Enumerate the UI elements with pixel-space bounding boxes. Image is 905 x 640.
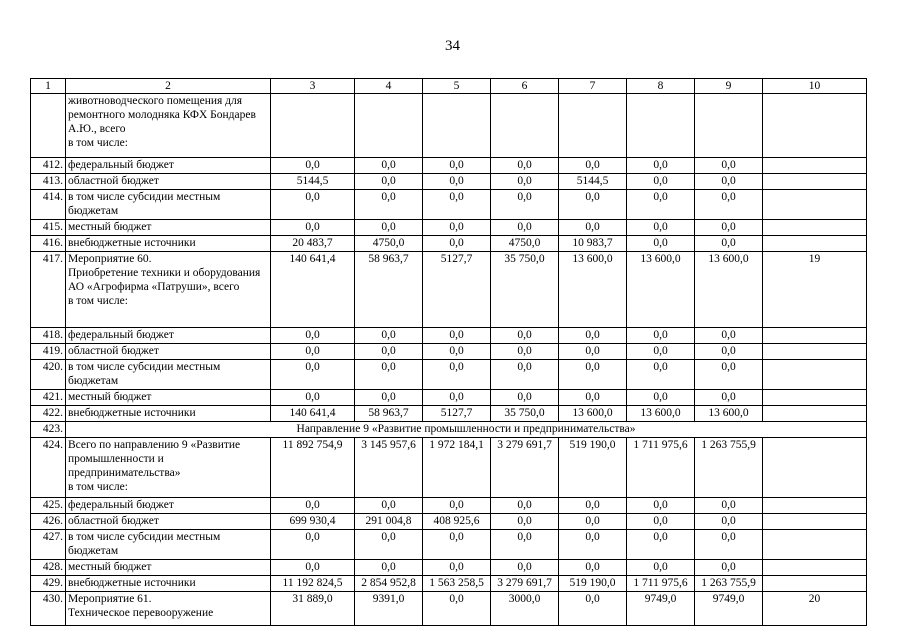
year-2-cell: 0,0: [423, 530, 491, 560]
row-number-cell: 424.: [31, 438, 66, 498]
reference-cell: [763, 576, 867, 592]
year-6-cell: 0,0: [695, 390, 763, 406]
year-3-cell: 0,0: [491, 158, 559, 174]
year-1-cell: 58 963,7: [355, 406, 423, 422]
year-3-cell: 0,0: [491, 190, 559, 220]
year-4-cell: 10 983,7: [559, 236, 627, 252]
year-3-cell: 3 279 691,7: [491, 438, 559, 498]
year-5-cell: 0,0: [627, 236, 695, 252]
year-4-cell: 519 190,0: [559, 576, 627, 592]
row-number-cell: 419.: [31, 344, 66, 360]
year-5-cell: 0,0: [627, 344, 695, 360]
year-5-cell: 0,0: [627, 328, 695, 344]
reference-cell: [763, 220, 867, 236]
total-cell: 699 930,4: [271, 514, 355, 530]
item-name-cell: животноводческого помещения для ремонтного молодняка КФХ Бондарев А.Ю., всего в том числе:: [66, 94, 271, 158]
year-2-cell: 1 972 184,1: [423, 438, 491, 498]
total-cell: 0,0: [271, 158, 355, 174]
row-number-cell: 421.: [31, 390, 66, 406]
year-3-cell: 0,0: [491, 360, 559, 390]
total-cell: 0,0: [271, 344, 355, 360]
year-3-cell: [491, 94, 559, 158]
year-5-cell: 0,0: [627, 390, 695, 406]
year-5-cell: 0,0: [627, 174, 695, 190]
year-6-cell: 0,0: [695, 158, 763, 174]
year-5-cell: 9749,0: [627, 592, 695, 626]
reference-cell: 20: [763, 592, 867, 626]
row-number-cell: 426.: [31, 514, 66, 530]
reference-cell: [763, 360, 867, 390]
year-5-cell: 13 600,0: [627, 406, 695, 422]
row-number-cell: 427.: [31, 530, 66, 560]
year-2-cell: 0,0: [423, 592, 491, 626]
year-1-cell: 0,0: [355, 560, 423, 576]
item-name-cell: в том числе субсидии местным бюджетам: [66, 360, 271, 390]
item-name-cell: местный бюджет: [66, 390, 271, 406]
year-4-cell: 0,0: [559, 360, 627, 390]
table-row: [31, 174, 867, 190]
year-1-cell: 0,0: [355, 328, 423, 344]
row-number-cell: 423.: [31, 422, 66, 438]
item-name-cell: внебюджетные источники: [66, 576, 271, 592]
year-2-cell: 0,0: [423, 328, 491, 344]
year-2-cell: 0,0: [423, 190, 491, 220]
year-1-cell: 0,0: [355, 498, 423, 514]
total-cell: 31 889,0: [271, 592, 355, 626]
year-4-cell: 0,0: [559, 328, 627, 344]
page-number: 34: [445, 38, 460, 54]
year-2-cell: 0,0: [423, 390, 491, 406]
year-5-cell: 1 711 975,6: [627, 576, 695, 592]
row-number-cell: 430.: [31, 592, 66, 626]
year-5-cell: 0,0: [627, 530, 695, 560]
item-name-cell: федеральный бюджет: [66, 328, 271, 344]
year-3-cell: 0,0: [491, 220, 559, 236]
year-3-cell: 0,0: [491, 390, 559, 406]
reference-cell: [763, 514, 867, 530]
table-row: [31, 438, 867, 498]
reference-cell: [763, 390, 867, 406]
year-6-cell: 0,0: [695, 560, 763, 576]
total-cell: 0,0: [271, 530, 355, 560]
year-1-cell: 0,0: [355, 174, 423, 190]
column-header: 2: [66, 79, 271, 94]
reference-cell: [763, 174, 867, 190]
item-name-cell: внебюджетные источники: [66, 236, 271, 252]
year-2-cell: 5127,7: [423, 252, 491, 328]
year-5-cell: 0,0: [627, 498, 695, 514]
year-6-cell: 0,0: [695, 344, 763, 360]
reference-cell: [763, 560, 867, 576]
year-3-cell: 4750,0: [491, 236, 559, 252]
item-name-cell: областной бюджет: [66, 514, 271, 530]
table-row: [31, 498, 867, 514]
column-header: 7: [559, 79, 627, 94]
year-2-cell: [423, 94, 491, 158]
table-row: [31, 190, 867, 220]
year-4-cell: 0,0: [559, 344, 627, 360]
year-4-cell: 13 600,0: [559, 406, 627, 422]
year-2-cell: 0,0: [423, 344, 491, 360]
section-title-cell: Направление 9 «Развитие промышленности и предпринимательства»: [66, 422, 867, 438]
year-5-cell: 13 600,0: [627, 252, 695, 328]
year-4-cell: 0,0: [559, 190, 627, 220]
table-row: [31, 422, 867, 438]
reference-cell: [763, 328, 867, 344]
table-row: [31, 94, 867, 158]
table-row: [31, 220, 867, 236]
table-row: [31, 344, 867, 360]
table-row: [31, 576, 867, 592]
column-header: 10: [763, 79, 867, 94]
year-6-cell: 13 600,0: [695, 252, 763, 328]
year-5-cell: 0,0: [627, 190, 695, 220]
year-3-cell: 0,0: [491, 344, 559, 360]
year-6-cell: 0,0: [695, 514, 763, 530]
column-header: 6: [491, 79, 559, 94]
item-name-cell: Мероприятие 60. Приобретение техники и оборудования АО «Агрофирма «Патруши», всего в том числе:: [66, 252, 271, 328]
year-2-cell: 0,0: [423, 158, 491, 174]
item-name-cell: в том числе субсидии местным бюджетам: [66, 190, 271, 220]
year-2-cell: 0,0: [423, 498, 491, 514]
table-row: [31, 406, 867, 422]
year-1-cell: [355, 94, 423, 158]
year-1-cell: 58 963,7: [355, 252, 423, 328]
table-header-row: [31, 79, 867, 94]
table-row: [31, 592, 867, 626]
year-2-cell: 0,0: [423, 236, 491, 252]
year-4-cell: 0,0: [559, 530, 627, 560]
year-6-cell: 0,0: [695, 220, 763, 236]
total-cell: 20 483,7: [271, 236, 355, 252]
year-2-cell: 408 925,6: [423, 514, 491, 530]
column-header: 5: [423, 79, 491, 94]
year-6-cell: [695, 94, 763, 158]
year-1-cell: 0,0: [355, 190, 423, 220]
total-cell: [271, 94, 355, 158]
year-1-cell: 0,0: [355, 390, 423, 406]
year-5-cell: 0,0: [627, 158, 695, 174]
year-5-cell: 0,0: [627, 560, 695, 576]
row-number-cell: 425.: [31, 498, 66, 514]
year-3-cell: 0,0: [491, 174, 559, 190]
item-name-cell: федеральный бюджет: [66, 498, 271, 514]
column-header: 9: [695, 79, 763, 94]
row-number-cell: 418.: [31, 328, 66, 344]
year-3-cell: 0,0: [491, 530, 559, 560]
year-4-cell: 519 190,0: [559, 438, 627, 498]
table-row: [31, 560, 867, 576]
year-1-cell: 3 145 957,6: [355, 438, 423, 498]
row-number-cell: 428.: [31, 560, 66, 576]
row-number-cell: 414.: [31, 190, 66, 220]
year-3-cell: 3000,0: [491, 592, 559, 626]
item-name-cell: федеральный бюджет: [66, 158, 271, 174]
row-number-cell: [31, 94, 66, 158]
reference-cell: [763, 530, 867, 560]
year-4-cell: [559, 94, 627, 158]
year-2-cell: 0,0: [423, 560, 491, 576]
row-number-cell: 416.: [31, 236, 66, 252]
reference-cell: [763, 236, 867, 252]
table-row: [31, 158, 867, 174]
year-4-cell: 13 600,0: [559, 252, 627, 328]
total-cell: 11 192 824,5: [271, 576, 355, 592]
year-2-cell: 0,0: [423, 220, 491, 236]
item-name-cell: внебюджетные источники: [66, 406, 271, 422]
year-5-cell: 1 711 975,6: [627, 438, 695, 498]
reference-cell: [763, 406, 867, 422]
year-4-cell: 0,0: [559, 592, 627, 626]
reference-cell: 19: [763, 252, 867, 328]
table-row: [31, 514, 867, 530]
year-4-cell: 0,0: [559, 498, 627, 514]
year-4-cell: 0,0: [559, 514, 627, 530]
year-1-cell: 0,0: [355, 158, 423, 174]
reference-cell: [763, 158, 867, 174]
year-2-cell: 5127,7: [423, 406, 491, 422]
year-4-cell: 0,0: [559, 390, 627, 406]
year-6-cell: 1 263 755,9: [695, 438, 763, 498]
total-cell: 0,0: [271, 360, 355, 390]
year-5-cell: [627, 94, 695, 158]
budget-table: [30, 78, 867, 626]
year-6-cell: 0,0: [695, 498, 763, 514]
row-number-cell: 420.: [31, 360, 66, 390]
year-4-cell: 0,0: [559, 158, 627, 174]
year-6-cell: 0,0: [695, 360, 763, 390]
year-5-cell: 0,0: [627, 360, 695, 390]
year-1-cell: 0,0: [355, 530, 423, 560]
year-6-cell: 13 600,0: [695, 406, 763, 422]
column-header: 4: [355, 79, 423, 94]
table-row: [31, 252, 867, 328]
year-2-cell: 0,0: [423, 360, 491, 390]
column-header: 3: [271, 79, 355, 94]
row-number-cell: 429.: [31, 576, 66, 592]
year-6-cell: 0,0: [695, 328, 763, 344]
year-1-cell: 2 854 952,8: [355, 576, 423, 592]
row-number-cell: 412.: [31, 158, 66, 174]
year-4-cell: 0,0: [559, 220, 627, 236]
year-3-cell: 35 750,0: [491, 406, 559, 422]
total-cell: 5144,5: [271, 174, 355, 190]
table-row: [31, 328, 867, 344]
table-row: [31, 236, 867, 252]
year-3-cell: 0,0: [491, 498, 559, 514]
year-3-cell: 3 279 691,7: [491, 576, 559, 592]
row-number-cell: 413.: [31, 174, 66, 190]
year-2-cell: 0,0: [423, 174, 491, 190]
year-1-cell: 0,0: [355, 360, 423, 390]
total-cell: 0,0: [271, 328, 355, 344]
year-6-cell: 9749,0: [695, 592, 763, 626]
reference-cell: [763, 498, 867, 514]
year-6-cell: 1 263 755,9: [695, 576, 763, 592]
table-row: [31, 390, 867, 406]
total-cell: 140 641,4: [271, 406, 355, 422]
table-row: [31, 530, 867, 560]
total-cell: 0,0: [271, 390, 355, 406]
total-cell: 0,0: [271, 220, 355, 236]
year-1-cell: 0,0: [355, 220, 423, 236]
row-number-cell: 422.: [31, 406, 66, 422]
row-number-cell: 415.: [31, 220, 66, 236]
item-name-cell: областной бюджет: [66, 344, 271, 360]
year-1-cell: 0,0: [355, 344, 423, 360]
year-1-cell: 4750,0: [355, 236, 423, 252]
year-1-cell: 291 004,8: [355, 514, 423, 530]
total-cell: 11 892 754,9: [271, 438, 355, 498]
year-5-cell: 0,0: [627, 514, 695, 530]
year-2-cell: 1 563 258,5: [423, 576, 491, 592]
total-cell: 0,0: [271, 190, 355, 220]
year-6-cell: 0,0: [695, 236, 763, 252]
reference-cell: [763, 190, 867, 220]
year-3-cell: 0,0: [491, 514, 559, 530]
year-6-cell: 0,0: [695, 530, 763, 560]
column-header: 8: [627, 79, 695, 94]
reference-cell: [763, 438, 867, 498]
item-name-cell: местный бюджет: [66, 560, 271, 576]
year-3-cell: 0,0: [491, 328, 559, 344]
total-cell: 0,0: [271, 560, 355, 576]
row-number-cell: 417.: [31, 252, 66, 328]
year-5-cell: 0,0: [627, 220, 695, 236]
item-name-cell: областной бюджет: [66, 174, 271, 190]
item-name-cell: местный бюджет: [66, 220, 271, 236]
year-3-cell: 0,0: [491, 560, 559, 576]
year-3-cell: 35 750,0: [491, 252, 559, 328]
reference-cell: [763, 344, 867, 360]
year-4-cell: 0,0: [559, 560, 627, 576]
item-name-cell: в том числе субсидии местным бюджетам: [66, 530, 271, 560]
total-cell: 0,0: [271, 498, 355, 514]
reference-cell: [763, 94, 867, 158]
table-row: [31, 360, 867, 390]
item-name-cell: Мероприятие 61. Техническое перевооружение: [66, 592, 271, 626]
column-header: 1: [31, 79, 66, 94]
year-1-cell: 9391,0: [355, 592, 423, 626]
total-cell: 140 641,4: [271, 252, 355, 328]
item-name-cell: Всего по направлению 9 «Развитие промышленности и предпринимательства» в том числе:: [66, 438, 271, 498]
year-6-cell: 0,0: [695, 190, 763, 220]
year-4-cell: 5144,5: [559, 174, 627, 190]
year-6-cell: 0,0: [695, 174, 763, 190]
